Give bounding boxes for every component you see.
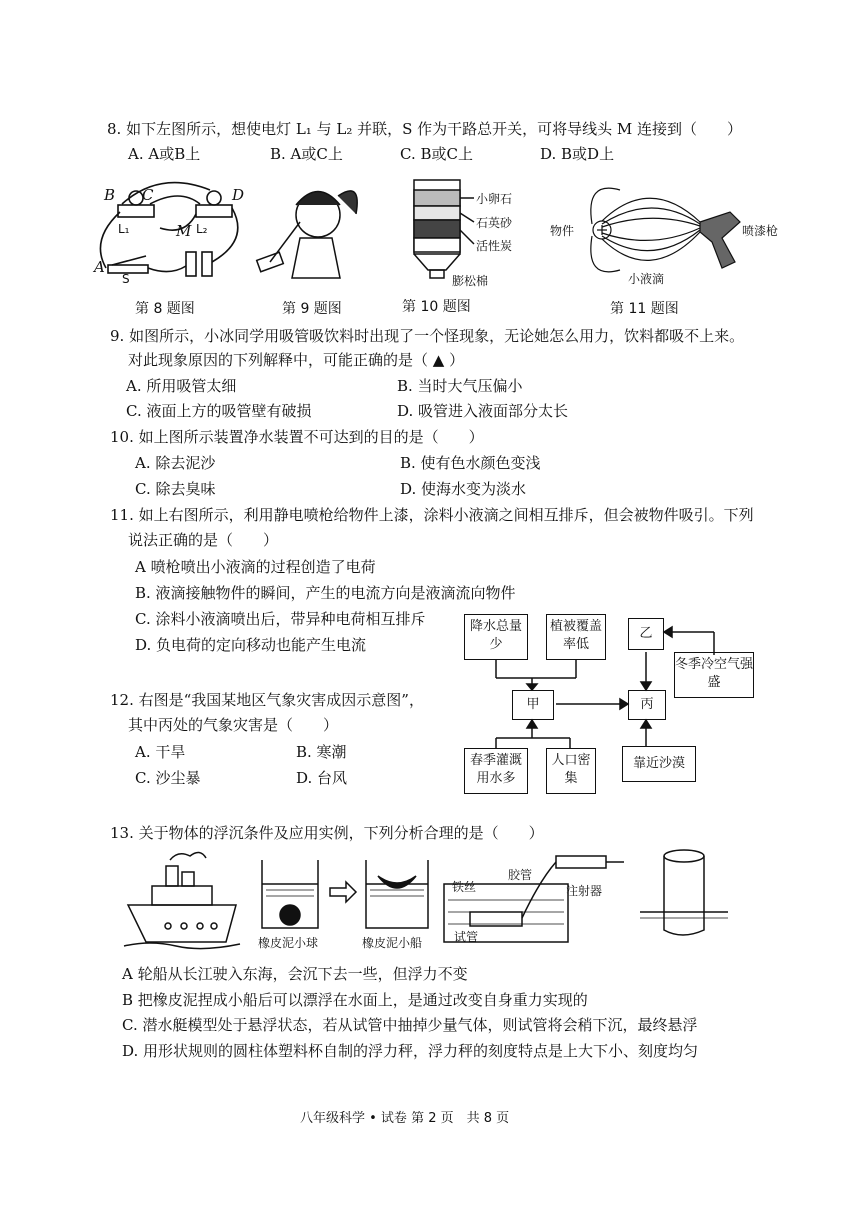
q12-option-b: B. 寒潮: [296, 743, 347, 761]
q11-option-c: C. 涂料小液滴喷出后，带异种电荷相互排斥: [135, 610, 426, 628]
fig10-label-carbon: 活性炭: [476, 239, 513, 253]
q13-option-b: B 把橡皮泥捏成小船后可以漂浮在水面上，是通过改变自身重力实现的: [122, 991, 588, 1009]
fig8-label-c: C: [142, 186, 154, 204]
q13-stem: 13. 关于物体的浮沉条件及应用实例，下列分析合理的是（ ）: [110, 824, 544, 842]
q9-stem-line2: 对此现象原因的下列解释中，可能正确的是（ ▲ ）: [128, 351, 465, 369]
fig10-label-sand: 石英砂: [476, 216, 513, 230]
q13-label-tube: 胶管: [508, 868, 533, 882]
q8-option-c: C. B或C上: [400, 145, 473, 163]
q11-option-d: D. 负电荷的定向移动也能产生电流: [135, 636, 367, 654]
q12-box-bing: 丙: [628, 690, 666, 720]
q10-option-c: C. 除去臭味: [135, 480, 216, 498]
q13-label-test-tube: 试管: [454, 930, 479, 944]
fig8-label-s: S: [122, 272, 130, 286]
q13-option-a: A 轮船从长江驶入东海，会沉下去一些，但浮力不变: [122, 965, 468, 983]
fig10-label-cotton: 膨松棉: [452, 274, 489, 288]
q11-option-a: A 喷枪喷出小液滴的过程创造了电荷: [135, 558, 376, 576]
q9-option-d: D. 吸管进入液面部分太长: [397, 402, 569, 420]
q12-option-a: A. 干旱: [135, 743, 186, 761]
page-footer: 八年级科学 • 试卷 第 2 页 共 8 页: [300, 1111, 510, 1126]
fig10-label-pebbles: 小卵石: [476, 192, 513, 206]
fig8-label-a: A: [94, 258, 105, 276]
q13-label-syringe: 注射器: [566, 884, 603, 898]
fig11-label-object: 物件: [550, 224, 575, 238]
q12-option-c: C. 沙尘暴: [135, 769, 201, 787]
fig11-caption: 第 11 题图: [610, 301, 679, 317]
q10-stem: 10. 如上图所示装置净水装置不可达到的目的是（ ）: [110, 428, 484, 446]
q12-box-desert: 靠近沙漠: [622, 746, 696, 782]
fig9-caption: 第 9 题图: [282, 301, 342, 317]
fig8-label-m: M: [176, 222, 192, 240]
q9-option-a: A. 所用吸管太细: [126, 377, 237, 395]
q11-stem-line2: 说法正确的是（ ）: [128, 531, 279, 549]
q12-box-cold-air: 冬季冷空气强盛: [674, 652, 754, 698]
q13-option-c: C. 潜水艇模型处于悬浮状态，若从试管中抽掉少量气体，则试管将会稍下沉，最终悬浮: [122, 1016, 698, 1034]
q10-option-a: A. 除去泥沙: [135, 454, 216, 472]
q13-label-boat: 橡皮泥小船: [362, 936, 423, 950]
q12-box-jia: 甲: [512, 690, 554, 720]
q13-option-d: D. 用形状规则的圆柱体塑料杯自制的浮力秤，浮力秤的刻度特点是上大下小、刻度均匀: [122, 1042, 699, 1060]
q8-option-d: D. B或D上: [540, 145, 615, 163]
q12-stem-line1: 12. 右图是“我国某地区气象灾害成因示意图”，: [110, 691, 424, 709]
fig8-caption: 第 8 题图: [135, 301, 195, 317]
fig8-label-l1: L₁: [118, 222, 130, 236]
q12-box-vegetation: 植被覆盖率低: [546, 614, 606, 660]
fig8-label-l2: L₂: [196, 222, 208, 236]
q11-stem-line1: 11. 如上右图所示，利用静电喷枪给物件上漆，涂料小液滴之间相互排斥，但会被物件吸引。下列: [110, 506, 754, 524]
q12-box-population: 人口密集: [546, 748, 596, 794]
q9-option-b: B. 当时大气压偏小: [397, 377, 523, 395]
fig11-label-gun: 喷漆枪: [742, 224, 779, 238]
q13-label-ball: 橡皮泥小球: [258, 936, 319, 950]
q12-box-rain: 降水总量少: [464, 614, 528, 660]
q8-stem: 8. 如下左图所示，想使电灯 L₁ 与 L₂ 并联，S 作为干路总开关，可将导线头 M 连接到（ ）: [107, 120, 743, 138]
q10-option-b: B. 使有色水颜色变浅: [400, 454, 541, 472]
q10-option-d: D. 使海水变为淡水: [400, 480, 527, 498]
q12-box-yi: 乙: [628, 618, 664, 650]
q12-option-d: D. 台风: [296, 769, 348, 787]
fig8-label-d: D: [232, 186, 245, 204]
q11-option-b: B. 液滴接触物件的瞬间，产生的电流方向是液滴流向物件: [135, 584, 516, 602]
q12-box-irrigation: 春季灌溉用水多: [464, 748, 528, 794]
fig10-caption: 第 10 题图: [402, 299, 471, 315]
fig8-label-b: B: [104, 186, 116, 204]
q8-option-a: A. A或B上: [128, 145, 201, 163]
q13-label-wire: 铁丝: [452, 880, 477, 894]
fig11-label-drop: 小液滴: [628, 272, 665, 286]
q9-option-c: C. 液面上方的吸管壁有破损: [126, 402, 312, 420]
q9-stem-line1: 9. 如图所示，小冰同学用吸管吸饮料时出现了一个怪现象，无论她怎么用力，饮料都吸不上来。: [110, 327, 745, 345]
q8-option-b: B. A或C上: [270, 145, 343, 163]
q12-stem-line2: 其中丙处的气象灾害是（ ）: [128, 716, 339, 734]
